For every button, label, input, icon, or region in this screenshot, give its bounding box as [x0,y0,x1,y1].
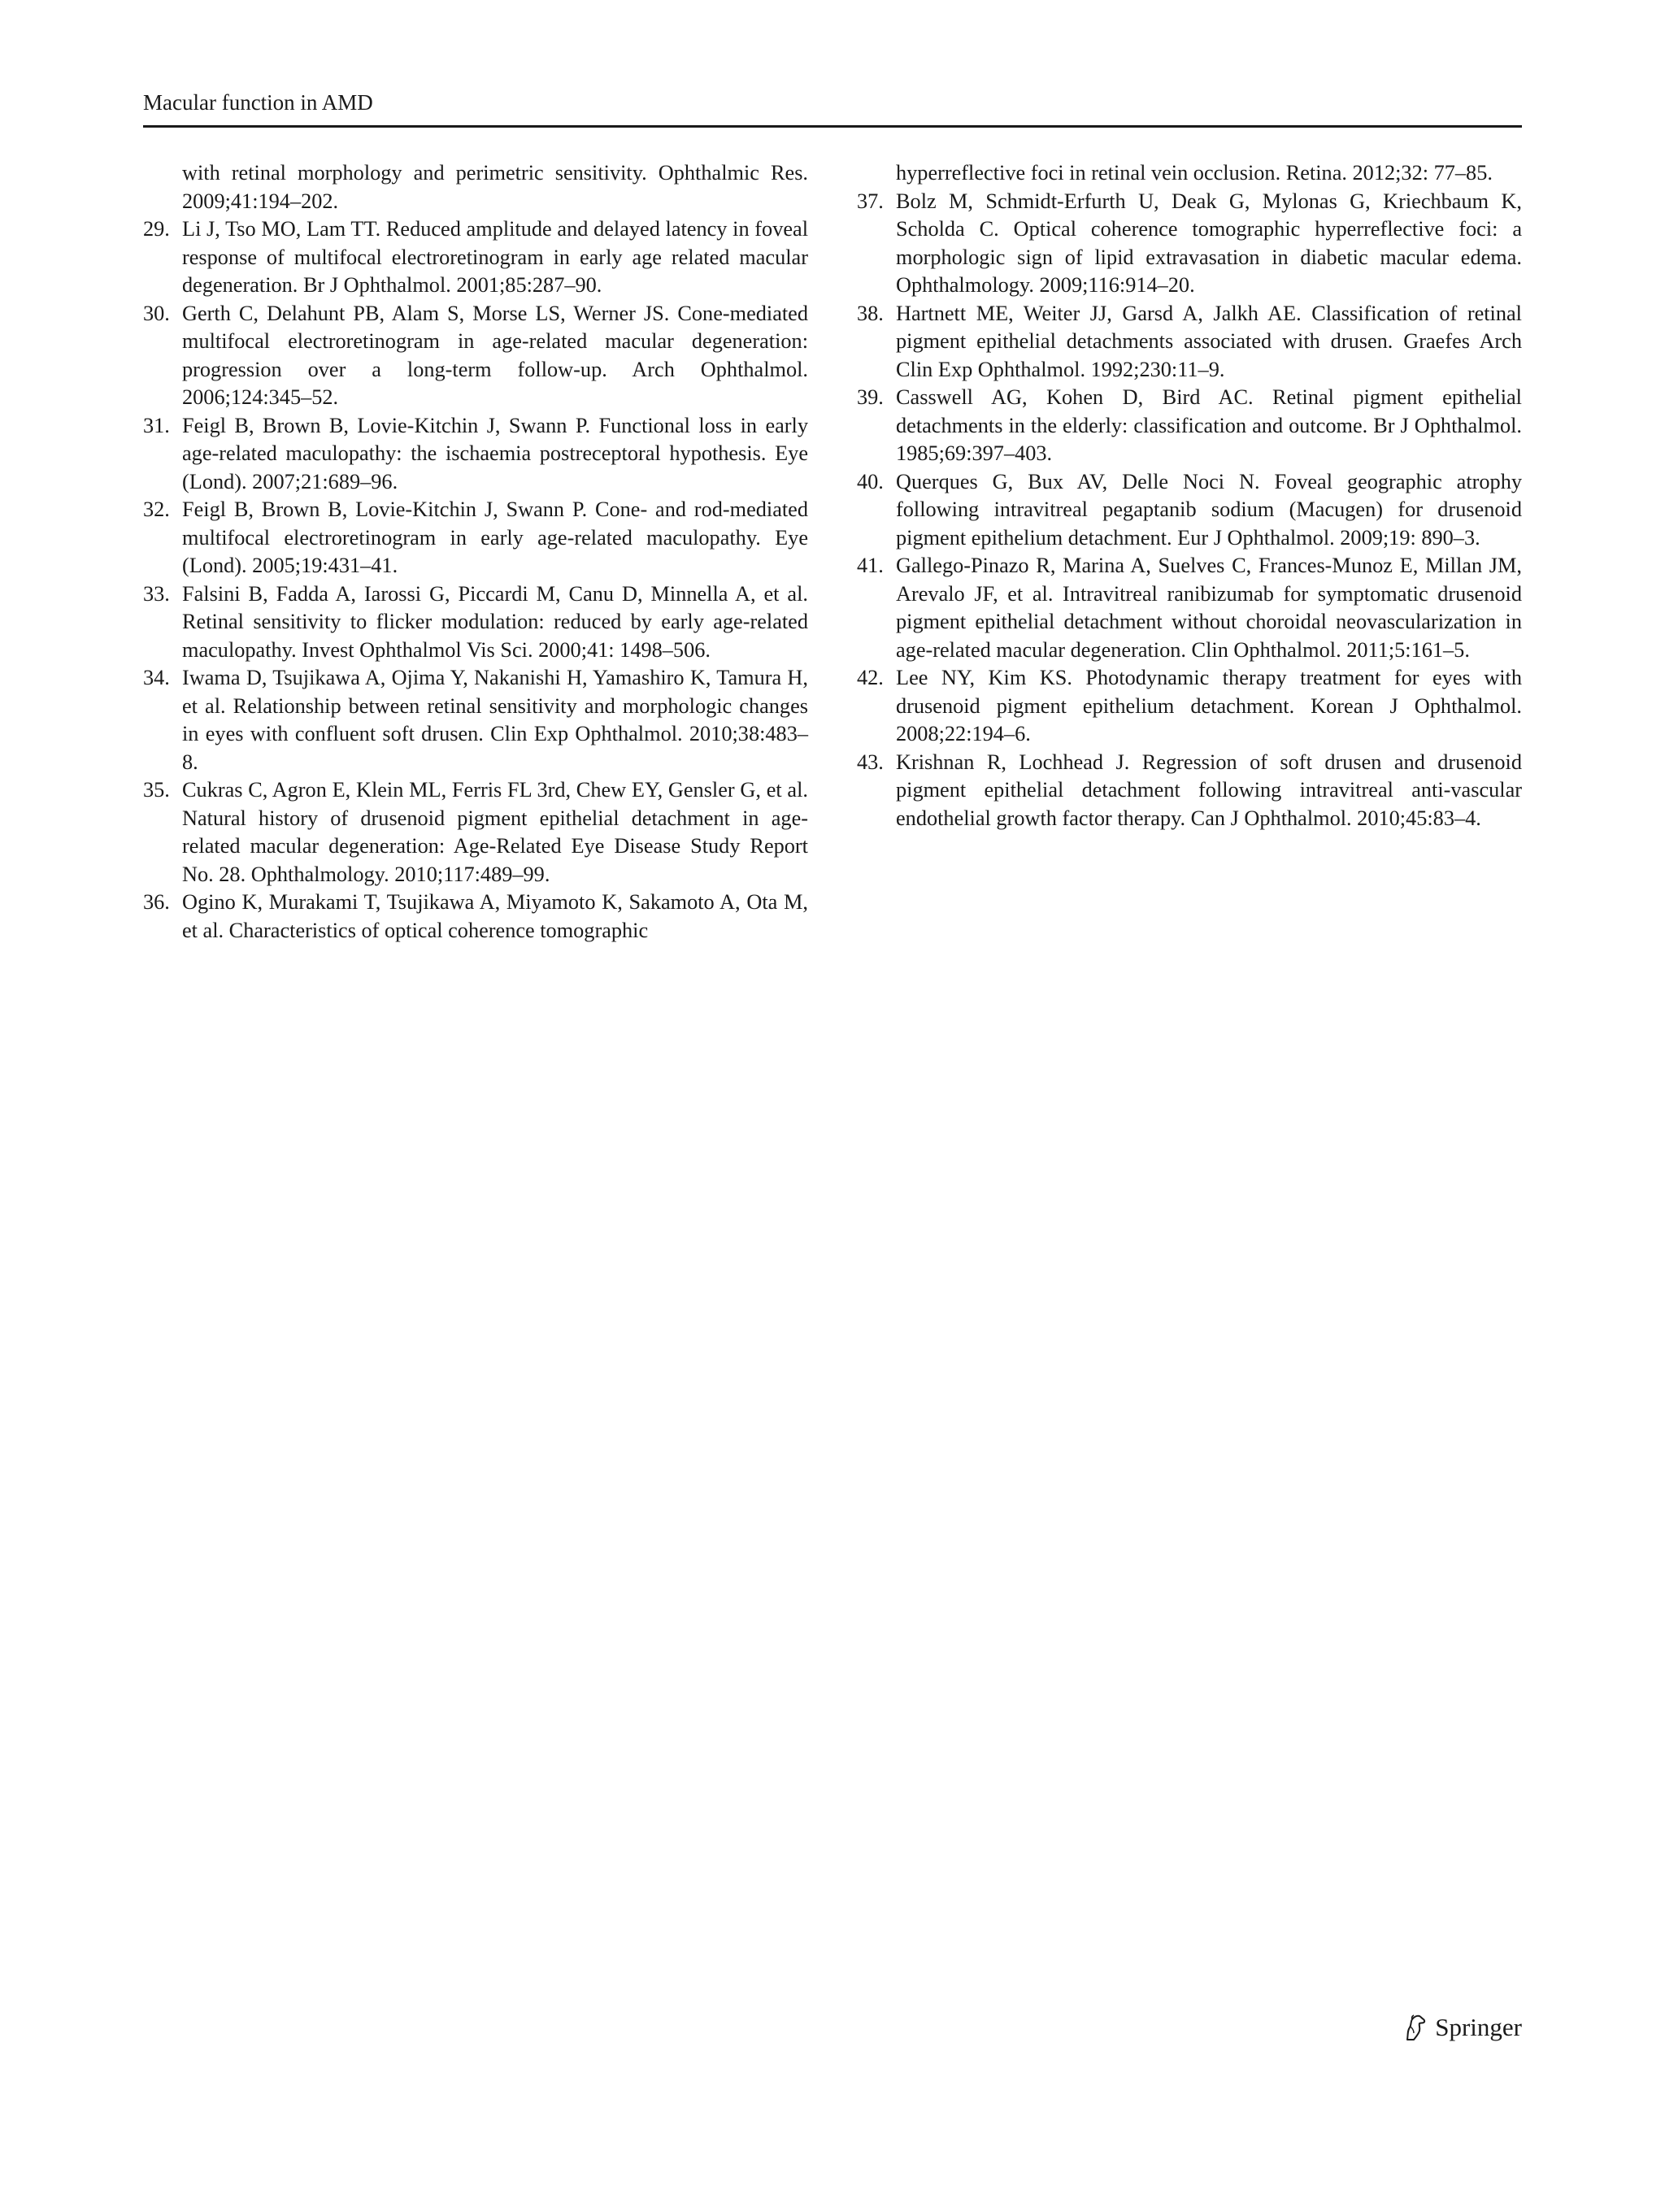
reference-text: Casswell AG, Kohen D, Bird AC. Retinal pigment epithelial detachments in the elderly: classification and outcome. Br J Ophthalmol. 1985;69:397–403. [896,385,1522,465]
reference-number: 36. [143,890,170,914]
reference-item [143,300,808,412]
reference-number: 29. [143,217,170,241]
reference-text: with retinal morphology and perimetric sensitivity. Ophthalmic Res. 2009;41:194–202. [182,161,808,213]
reference-text: Feigl B, Brown B, Lovie-Kitchin J, Swann P. Functional loss in early age-related maculopathy: the ischaemia postreceptoral hypothesis. Eye (Lond). 2007;21:689–96. [182,413,808,493]
reference-item [857,749,1522,833]
reference-item [143,159,808,215]
reference-text: Cukras C, Agron E, Klein ML, Ferris FL 3rd, Chew EY, Gensler G, et al. Natural history of drusenoid pigment epithelial detachment in age-related macular degeneration: Age-Related Eye Disease Study Report No. 28. Ophthalmology. 2010;117:489–99. [182,778,808,886]
reference-text: Falsini B, Fadda A, Iarossi G, Piccardi M, Canu D, Minnella A, et al. Retinal sensitivity to flicker modulation: reduced by early age-related maculopathy. Invest Ophthalmol Vis Sci. 2000;41: 1498–506. [182,581,808,662]
springer-horse-icon [1402,2014,1427,2041]
reference-number: 33. [143,581,170,606]
reference-text: Bolz M, Schmidt-Erfurth U, Deak G, Mylonas G, Kriechbaum K, Scholda C. Optical coherence tomographic hyperreflective foci: a morphologic sign of lipid extravasation in diabetic macular edema. Ophthalmology. 2009;116:914–20. [896,189,1522,297]
reference-item [143,580,808,665]
reference-number: 37. [857,189,884,213]
reference-number: 31. [143,413,170,437]
reference-number: 42. [857,666,884,689]
reference-item [857,384,1522,468]
reference-number: 40. [857,469,884,493]
publisher-name: Springer [1435,2013,1522,2041]
reference-text: Ogino K, Murakami T, Tsujikawa A, Miyamoto K, Sakamoto A, Ota M, et al. Characteristics of optical coherence tomographic [182,890,808,942]
reference-text: Krishnan R, Lochhead J. Regression of soft drusen and drusenoid pigment epithelial detachment following intravitreal anti-vascular endothelial growth factor therapy. Can J Ophthalmol. 2010;45:83–4. [896,750,1522,830]
reference-item [857,468,1522,553]
reference-column-left [143,159,808,945]
reference-item [143,889,808,945]
reference-text: Li J, Tso MO, Lam TT. Reduced amplitude and delayed latency in foveal response of multifocal electroretinogram in early age related macular degeneration. Br J Ophthalmol. 2001;85:287–90. [182,217,808,297]
reference-number: 30. [143,301,170,325]
reference-number: 39. [857,385,884,409]
reference-item [143,664,808,776]
reference-item [857,552,1522,664]
reference-item [143,215,808,300]
reference-column-right [857,159,1522,832]
reference-number: 38. [857,301,884,325]
reference-number: 32. [143,498,170,521]
header-rule [143,125,1522,128]
reference-text: Querques G, Bux AV, Delle Noci N. Foveal geographic atrophy following intravitreal pegaptanib sodium (Macugen) for drusenoid pigment epithelium detachment. Eur J Ophthalmol. 2009;19: 890–3. [896,469,1522,550]
reference-text: Gallego-Pinazo R, Marina A, Suelves C, Frances-Munoz E, Millan JM, Arevalo JF, et al. Intravitreal ranibizumab for symptomatic drusenoid pigment epithelial detachment without choroidal neovascularization in age-related macular degeneration. Clin Ophthalmol. 2011;5:161–5. [896,554,1522,662]
reference-text: Iwama D, Tsujikawa A, Ojima Y, Nakanishi H, Yamashiro K, Tamura H, et al. Relationship between retinal sensitivity and morphologic changes in eyes with confluent soft drusen. Clin Exp Ophthalmol. 2010;38:483–8. [182,666,808,774]
reference-item [143,412,808,497]
reference-item [857,159,1522,188]
reference-text: hyperreflective foci in retinal vein occlusion. Retina. 2012;32: 77–85. [896,161,1493,185]
reference-number: 34. [143,666,170,689]
reference-item [143,496,808,580]
reference-item [857,664,1522,749]
reference-text: Hartnett ME, Weiter JJ, Garsd A, Jalkh AE. Classification of retinal pigment epithelial detachments associated with drusen. Graefes Arch Clin Exp Ophthalmol. 1992;230:11–9. [896,301,1522,381]
running-title: Macular function in AMD [143,90,373,115]
reference-text: Feigl B, Brown B, Lovie-Kitchin J, Swann P. Cone- and rod-mediated multifocal electroretinogram in early age-related maculopathy. Eye (Lond). 2005;19:431–41. [182,498,808,577]
reference-number: 41. [857,554,884,577]
reference-item [857,188,1522,300]
reference-text: Lee NY, Kim KS. Photodynamic therapy treatment for eyes with drusenoid pigment epithelium detachment. Korean J Ophthalmol. 2008;22:194–6. [896,666,1522,745]
reference-text: Gerth C, Delahunt PB, Alam S, Morse LS, Werner JS. Cone-mediated multifocal electroretinogram in age-related macular degeneration: progression over a long-term follow-up. Arch Ophthalmol. 2006;124:345–52. [182,301,808,409]
reference-number: 35. [143,778,170,802]
reference-item [857,300,1522,385]
reference-number: 43. [857,750,884,774]
publisher-logo [1402,2013,1522,2042]
reference-item [143,776,808,889]
